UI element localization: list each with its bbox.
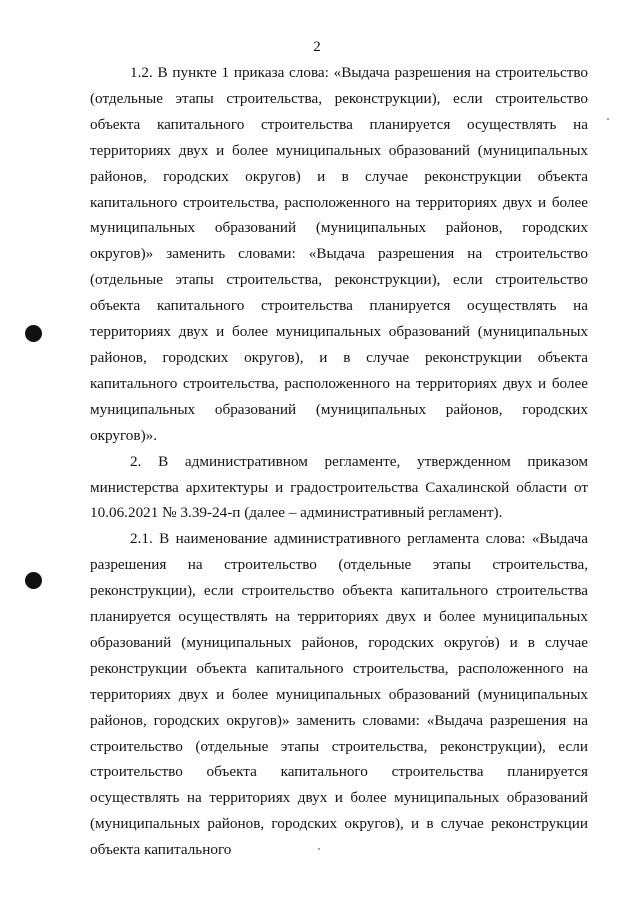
paragraph-2-1: 2.1. В наименование административного регламента слова: «Выдача разрешения на строительство (отдельные этапы строительства, реконструкции), если строительство объекта капитального строительства планируется осуществлять на территориях двух и более муниципальных образований (муниципальных районов, городских округов) и в случае реконструкции объекта капитального строительства, расположенного на территориях двух и более муниципальных образований (муниципальных районов, городских округов)» заменить словами: «Выдача разрешения на строительство (отдельные этапы строительства, реконструкции), если строительство объекта капитального строительства планируется осуществлять на территориях двух и более муниципальных образований (муниципальных районов, городских округов), и в случае реконструкции объекта капитального	[90, 530, 588, 859]
paragraph-2: 2. В административном регламенте, утвержденном приказом министерства архитектуры и градостроительства Сахалинской области от 10.06.2021 № 3.39-24-п (далее – административный регламент).	[90, 452, 588, 522]
page-number: 2	[313, 39, 321, 55]
punch-hole-top	[25, 325, 42, 342]
scan-speck	[607, 118, 609, 120]
punch-hole-bottom	[25, 572, 42, 589]
paragraph-1-2: 1.2. В пункте 1 приказа слова: «Выдача разрешения на строительство (отдельные этапы строительства, реконструкции), если строительство объекта капитального строительства планируется осуществлять на территориях двух и более муниципальных образований (муниципальных районов, городских округов) и в случае реконструкции объекта капитального строительства, расположенного на территориях двух и более муниципальных образований (муниципальных районов, городских округов)» заменить словами: «Выдача разрешения на строительство (отдельные этапы строительства, реконструкции), если строительство объекта капитального строительства планируется осуществлять на территориях двух и более муниципальных образований (муниципальных районов, городских округов), и в случае реконструкции объекта капитального строительства, расположенного на территориях двух и более муниципальных образований (муниципальных районов, городских округов)».	[90, 64, 588, 444]
document-body	[90, 60, 588, 863]
